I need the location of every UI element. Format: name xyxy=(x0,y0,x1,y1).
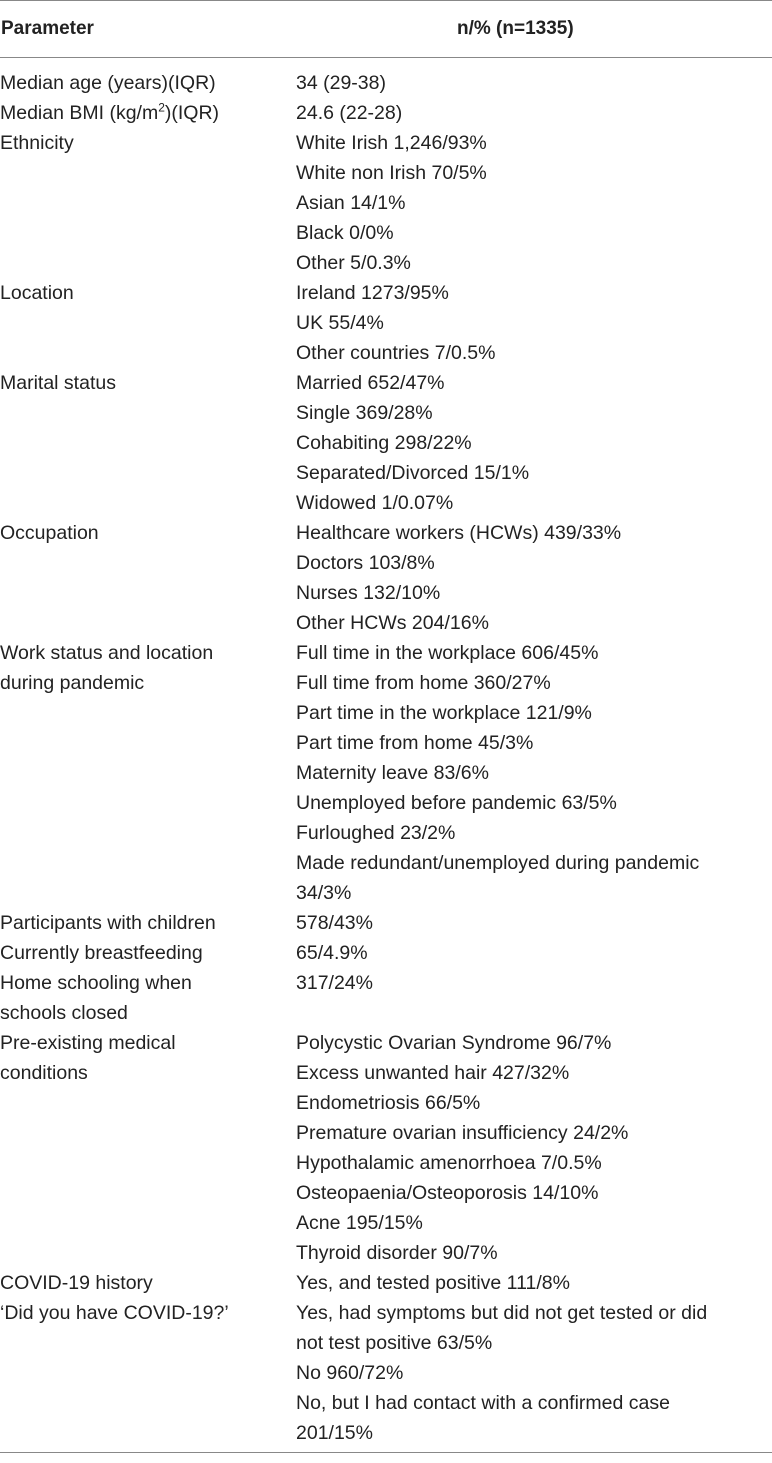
row-value: Thyroid disorder 90/7% xyxy=(296,1242,498,1264)
row-value: Healthcare workers (HCWs) 439/33% xyxy=(296,522,622,544)
header-parameter: Parameter xyxy=(1,18,94,39)
table-row xyxy=(0,638,772,908)
row-label: COVID-19 history ‘Did you have COVID-19?’ xyxy=(0,1272,229,1324)
row-value: Separated/Divorced 15/1% xyxy=(296,462,530,484)
table-row xyxy=(0,368,772,518)
row-value: No 960/72% xyxy=(296,1362,404,1384)
table-header xyxy=(0,1,772,58)
row-value: Full time in the workplace 606/45% xyxy=(296,642,599,664)
row-value: Endometriosis 66/5% xyxy=(296,1092,481,1114)
row-value: Yes, and tested positive 111/8% xyxy=(296,1272,570,1294)
row-value: Cohabiting 298/22% xyxy=(296,432,472,454)
row-value: Part time in the workplace 121/9% xyxy=(296,702,592,724)
table-row xyxy=(0,68,772,98)
table-row xyxy=(0,1028,772,1268)
row-label: Ethnicity xyxy=(0,132,74,154)
row-label: Median age (years)(IQR) xyxy=(0,72,216,94)
row-value: 34 (29-38) xyxy=(296,72,386,94)
table-row xyxy=(0,278,772,368)
row-value: Married 652/47% xyxy=(296,372,445,394)
table-row xyxy=(0,518,772,638)
row-value: Excess unwanted hair 427/32% xyxy=(296,1062,570,1084)
table-body xyxy=(0,58,772,1448)
row-value: Furloughed 23/2% xyxy=(296,822,456,844)
table-bottom-rule xyxy=(0,1452,772,1453)
row-label: Work status and location during pandemic xyxy=(0,642,214,694)
row-label: Location xyxy=(0,282,74,304)
table-row xyxy=(0,938,772,968)
row-value: Osteopaenia/Osteoporosis 14/10% xyxy=(296,1182,599,1204)
row-label: Occupation xyxy=(0,522,99,544)
row-value: Other HCWs 204/16% xyxy=(296,612,489,634)
row-value: Doctors 103/8% xyxy=(296,552,435,574)
table-row xyxy=(0,968,772,1028)
row-value: Maternity leave 83/6% xyxy=(296,762,489,784)
row-value: Ireland 1273/95% xyxy=(296,282,449,304)
row-value: Unemployed before pandemic 63/5% xyxy=(296,792,617,814)
row-value: 24.6 (22-28) xyxy=(296,102,403,124)
row-value: Polycystic Ovarian Syndrome 96/7% xyxy=(296,1032,612,1054)
row-value: Made redundant/unemployed during pandemic 34/3% xyxy=(296,852,700,904)
row-value: Asian 14/1% xyxy=(296,192,406,214)
row-value: Single 369/28% xyxy=(296,402,433,424)
table-row xyxy=(0,98,772,128)
table-row xyxy=(0,128,772,278)
row-value: Acne 195/15% xyxy=(296,1212,423,1234)
row-value: Other countries 7/0.5% xyxy=(296,342,496,364)
row-label: Participants with children xyxy=(0,912,216,934)
row-label: Median BMI $(kg/m^2)(IQR)$ xyxy=(0,100,220,124)
row-value: Yes, had symptoms but did not get tested or did not test positive 63/5% xyxy=(296,1302,708,1354)
row-value: Nurses 132/10% xyxy=(296,582,441,604)
row-value: White non Irish 70/5% xyxy=(296,162,487,184)
row-label: Pre-existing medical conditions xyxy=(0,1032,176,1084)
row-label: Currently breastfeeding xyxy=(0,942,203,964)
row-value: Black 0/0% xyxy=(296,222,394,244)
row-value: Widowed 1/0.07% xyxy=(296,492,454,514)
row-value: Full time from home 360/27% xyxy=(296,672,551,694)
row-label: Marital status xyxy=(0,372,116,394)
row-value: 317/24% xyxy=(296,972,373,994)
row-value: Premature ovarian insufficiency 24/2% xyxy=(296,1122,629,1144)
table-row xyxy=(0,1268,772,1448)
row-value: UK 55/4% xyxy=(296,312,384,334)
row-value: 578/43% xyxy=(296,912,373,934)
row-value: 65/4.9% xyxy=(296,942,368,964)
row-value: White Irish 1,246/93% xyxy=(296,132,487,154)
row-value: Part time from home 45/3% xyxy=(296,732,534,754)
row-value: No, but I had contact with a confirmed case 201/15% xyxy=(296,1392,670,1444)
table-row xyxy=(0,908,772,938)
row-value: Other 5/0.3% xyxy=(296,252,411,274)
row-label: Home schooling when schools closed xyxy=(0,972,192,1024)
row-value: Hypothalamic amenorrhoea 7/0.5% xyxy=(296,1152,602,1174)
header-value: n/% (n=1335) xyxy=(457,18,574,39)
